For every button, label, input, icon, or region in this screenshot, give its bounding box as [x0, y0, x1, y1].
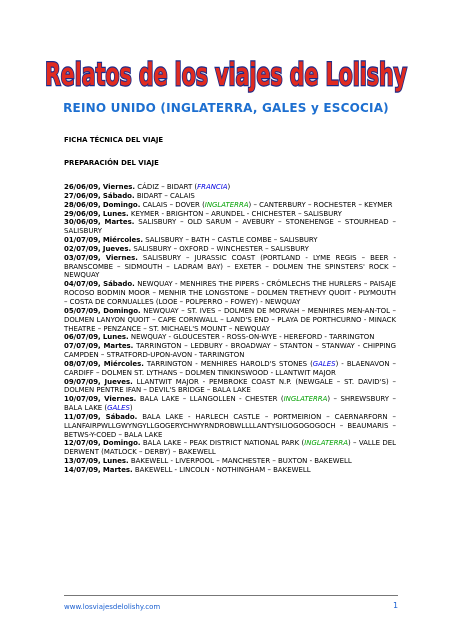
itinerary-entry: [64, 342, 396, 360]
itinerary-entry: [64, 378, 396, 396]
document-title: Relatos de los viajes de Lolishy: [45, 57, 407, 93]
entry-route-text: CALAIS – DOVER (: [142, 200, 205, 209]
entry-weekday: Lunes.: [102, 209, 129, 218]
entry-date: 07/07/09,: [64, 342, 101, 351]
entry-route-text: SALISBURY – OLD SARUM – AVEBURY – STONEHENGE – STOURHEAD – SALISBURY: [64, 218, 396, 236]
country-label: INGLATERRA: [204, 200, 249, 209]
itinerary-entry: [64, 201, 396, 210]
entry-date: 29/06/09,: [64, 209, 101, 218]
itinerary-entry: [64, 183, 396, 192]
entry-weekday: Martes.: [102, 466, 133, 474]
country-label: GALES: [107, 404, 130, 413]
page-number: 1: [393, 601, 399, 610]
itinerary-entry: [64, 307, 396, 334]
entry-date: 13/07/09,: [64, 457, 101, 466]
entry-date: 03/07/09,: [64, 253, 101, 262]
entry-weekday: Sábado.: [105, 412, 138, 421]
entry-route-text: CÁDIZ – BIDART (: [137, 183, 198, 191]
section-ficha-tecnica: FICHA TÉCNICA DEL VIAJE: [64, 136, 164, 144]
entry-route-text: ) – CANTERBURY – ROCHESTER – KEYMER: [248, 200, 393, 209]
itinerary-entry: [64, 192, 396, 201]
country-label: GALES: [312, 359, 336, 368]
entry-route-text: NEWQUAY - MENHIRES THE PIPERS - CRÓMLECHS THE HURLERS – PAISAJE ROCOSO BODMIN MOOR – MENHIR THE LONGSTONE – DOLMEN TRETHEVY QUOIT - PLYMOUTH – COSTA DE CORNUALLES (LOOE – POLPERRO – FOWEY) - NEWQUAY: [64, 280, 396, 306]
itinerary-entry: [64, 466, 396, 475]
entry-date: 28/06/09,: [64, 200, 101, 209]
entry-route-text: BAKEWELL - LINCOLN - NOTHINGHAM – BAKEWELL: [134, 466, 311, 474]
entry-route-text: NEWQUAY - GLOUCESTER - ROSS-ON-WYE - HEREFORD - TARRINGTON: [130, 333, 375, 342]
entry-weekday: Sábado.: [103, 280, 135, 289]
itinerary-entry: [64, 236, 396, 245]
footer-website[interactable]: www.losviajesdelolishy.com: [64, 603, 161, 611]
itinerary-entry: [64, 218, 396, 236]
entry-weekday: Jueves.: [104, 377, 133, 386]
itinerary-entry: [64, 245, 396, 254]
entry-date: 09/07/09,: [64, 377, 101, 386]
entry-date: 14/07/09,: [64, 466, 101, 474]
entry-route-text: SALISBURY – OXFORD – WINCHESTER – SALISBURY: [133, 244, 309, 253]
entry-weekday: Miércoles.: [102, 236, 144, 245]
itinerary-entry: [64, 210, 396, 219]
entry-date: 12/07/09,: [64, 439, 101, 448]
entry-weekday: Jueves.: [102, 244, 132, 253]
entry-route-text: ) – SHREWSBURY – BALA LAKE (: [64, 395, 396, 413]
entry-weekday: Martes.: [103, 342, 134, 351]
entry-weekday: Viernes.: [104, 395, 137, 404]
entry-weekday: Viernes.: [102, 183, 136, 191]
itinerary-list: [64, 183, 396, 475]
entry-date: 10/07/09,: [64, 395, 101, 404]
itinerary-entry: [64, 413, 396, 440]
entry-route-text: ): [227, 183, 231, 191]
entry-route-text: BALA LAKE – LLANGOLLEN - CHESTER (: [139, 395, 284, 404]
itinerary-entry: [64, 333, 396, 342]
entry-route-text: SALISBURY – BATH – CASTLE COMBE – SALISBURY: [145, 236, 318, 245]
entry-weekday: Martes.: [104, 218, 135, 227]
entry-weekday: Miércoles.: [103, 359, 144, 368]
entry-route-text: TARRINGTON - MENHIRES HAROLD'S STONES (: [146, 359, 313, 368]
trip-subtitle: REINO UNIDO (INGLATERRA, GALES y ESCOCIA): [63, 101, 389, 115]
country-label: INGLATERRA: [283, 395, 328, 404]
entry-weekday: Domingo.: [103, 439, 141, 448]
entry-date: 02/07/09,: [64, 244, 101, 253]
country-label: FRANCIA: [197, 183, 228, 191]
entry-weekday: Domingo.: [103, 306, 141, 315]
entry-route-text: ) – VALLE DEL DERWENT (MATLOCK – DERBY) – BAKEWELL: [64, 439, 396, 457]
entry-weekday: Viernes.: [105, 253, 138, 262]
entry-date: 06/07/09,: [64, 333, 101, 342]
entry-weekday: Sábado.: [102, 191, 135, 200]
entry-date: 08/07/09,: [64, 359, 101, 368]
itinerary-entry: [64, 395, 396, 413]
entry-weekday: Lunes.: [102, 333, 129, 342]
entry-date: 30/06/09,: [64, 218, 101, 227]
entry-route-text: TARRINGTON – LEDBURY - BROADWAY – STANTON – STANWAY - CHIPPING CAMPDEN – STRATFORD-UPON-AVON - TARRINGTON: [64, 342, 396, 360]
itinerary-entry: [64, 254, 396, 281]
entry-date: 26/06/09,: [64, 183, 101, 191]
itinerary-entry: [64, 439, 396, 457]
entry-route-text: SALISBURY – JURASSIC COAST (PORTLAND - LYME REGIS – BEER - BRANSCOMBE – SIDMOUTH – LADRAM BAY) – EXETER – DOLMEN THE SPINSTERS' ROCK – NEWQUAY: [64, 253, 396, 280]
entry-route-text: LLANTWIT MAJOR - PEMBROKE COAST N.P. (NEWGALE – ST. DAVID'S) – DOLMEN PENTRE IFAN – DEVIL'S BRIDGE – BALA LAKE: [64, 377, 396, 395]
entry-route-text: BAKEWELL - LIVERPOOL – MANCHESTER – BUXTON - BAKEWELL: [130, 457, 352, 466]
entry-route-text: BIDART – CALAIS: [136, 191, 195, 200]
section-preparacion: PREPARACIÓN DEL VIAJE: [64, 159, 159, 167]
country-label: INGLATERRA: [304, 439, 348, 448]
footer-divider: [64, 595, 398, 596]
entry-date: 11/07/09,: [64, 412, 101, 421]
title-banner: [40, 50, 412, 96]
itinerary-entry: [64, 457, 396, 466]
entry-date: 04/07/09,: [64, 280, 101, 289]
entry-route-text: NEWQUAY – ST. IVES – DOLMEN DE MORVAH – MENHIRES MEN-AN-TOL – DOLMEN LANYON QUOIT – CAPE CORNWALL – LAND'S END – PLAYA DE PORTHCURNO - MINACK THEATRE – PENZANCE – ST. MICHAEL'S MOUNT – NEWQUAY: [64, 306, 396, 333]
entry-route-text: BALA LAKE – PEAK DISTRICT NATIONAL PARK (: [142, 439, 305, 448]
entry-route-text: ) - BLAENAVON – CARDIFF – DOLMEN ST. LYTHANS – DOLMEN TINKINSWOOD - LLANTWIT MAJOR: [64, 359, 396, 377]
entry-weekday: Lunes.: [102, 457, 129, 466]
entry-date: 01/07/09,: [64, 236, 101, 245]
itinerary-entry: [64, 360, 396, 378]
itinerary-entry: [64, 280, 396, 307]
entry-date: 27/06/09,: [64, 191, 101, 200]
entry-route-text: KEYMER - BRIGHTON – ARUNDEL - CHICHESTER – SALISBURY: [130, 209, 342, 218]
entry-route-text: ): [129, 404, 133, 413]
entry-date: 05/07/09,: [64, 306, 101, 315]
entry-route-text: BALA LAKE - HARLECH CASTLE – PORTMEIRION – CAERNARFORN – LLANFAIRPWLLGWYNGYLLGOGERYCHWYRNDROBWLLLLANTYSILIOGOGOGOCH – BEAUMARIS – BETWS-Y-COED – BALA LAKE: [64, 412, 396, 439]
entry-weekday: Domingo.: [102, 200, 141, 209]
